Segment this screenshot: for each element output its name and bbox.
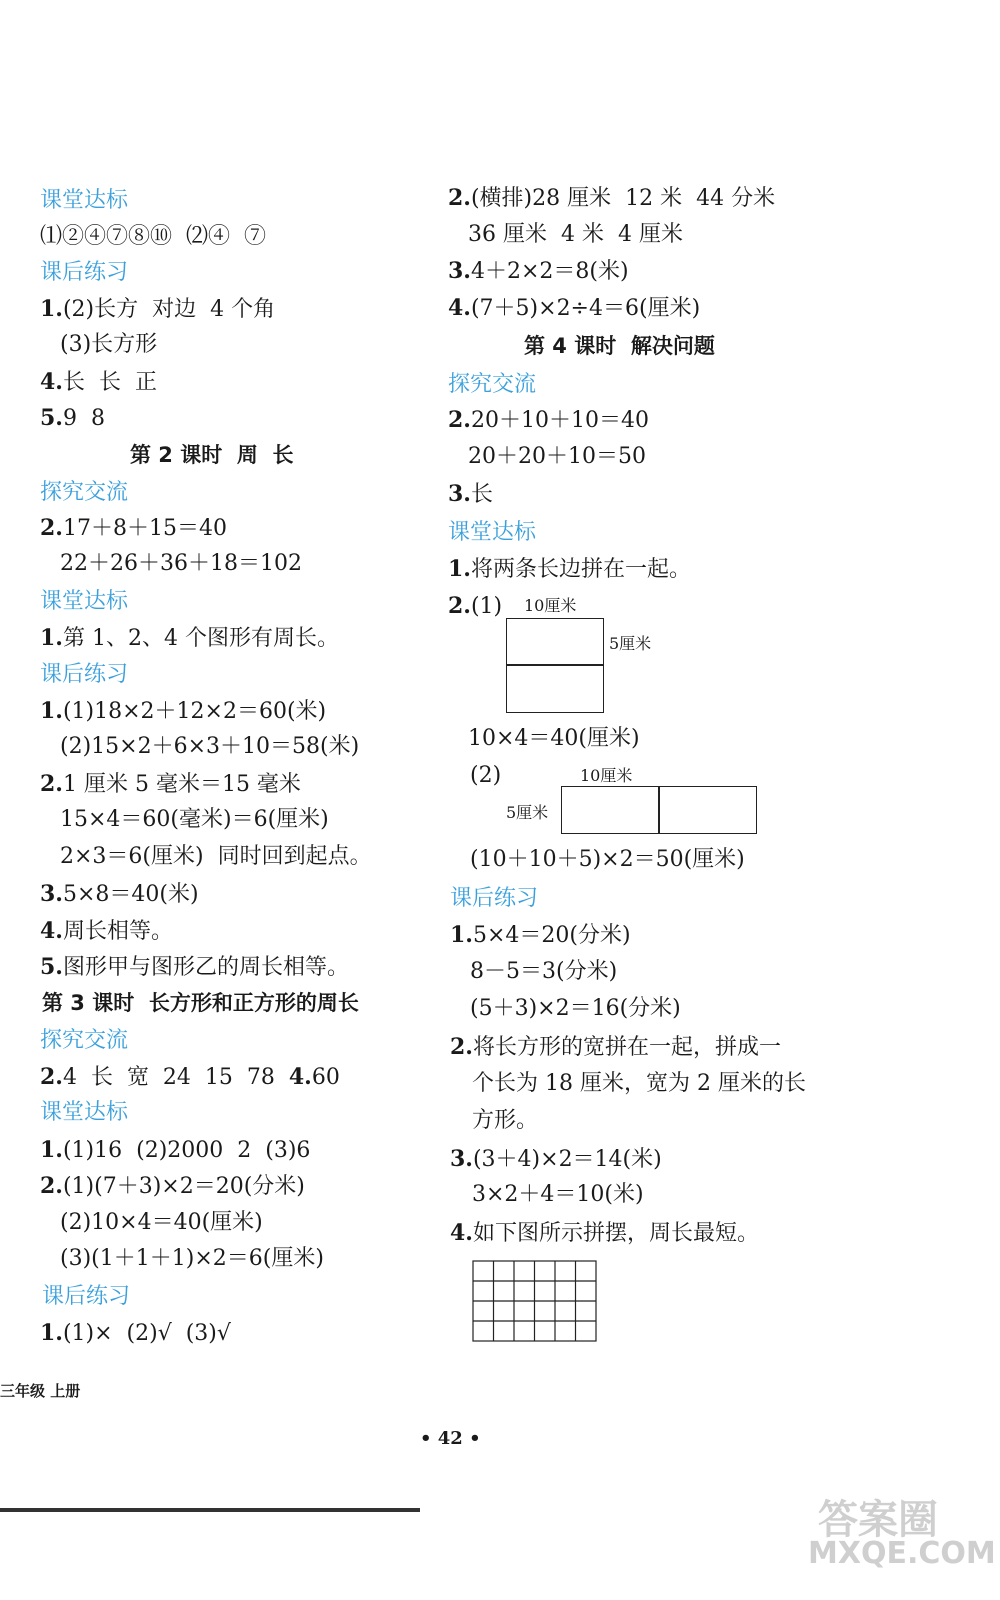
answer-line [40,769,301,800]
section-heading: 课堂达标 [448,520,537,545]
item-number: 1. [40,625,63,651]
bottom-rule [0,1508,420,1512]
answer-line: 22＋26＋36＋18＝102 [60,551,302,576]
dimension-label: 5厘米 [609,634,652,653]
answer-line [450,1032,781,1063]
answer-line [448,479,493,510]
answer-text: 长 [470,482,493,507]
answer-line [40,367,157,398]
section-heading: 课后练习 [450,886,539,911]
item-number: 3. [448,258,471,284]
rectangle-left [561,786,660,834]
answer-line [40,916,173,947]
item-number: 4. [450,1220,473,1246]
item-number: 1. [40,1320,63,1346]
answer-line: (3)(1＋1＋1)×2＝6(厘米) [60,1246,324,1271]
rectangle-bottom [506,664,604,713]
answer-text: 如下图所示拼摆，周长最短。 [472,1221,759,1246]
answer-text: (2)长方 对边 4 个角 [62,297,276,322]
answer-text: 17＋8＋15＝40 [62,516,227,541]
arrangement-grid [472,1260,598,1344]
answer-line [448,256,629,287]
answer-line [448,293,700,324]
dimension-label: 5厘米 [506,803,549,822]
item-number: 5. [40,405,63,431]
answer-line [40,294,275,325]
item-number: 2. [40,771,63,797]
answer-line: (2) [470,763,502,788]
answer-line [40,879,199,910]
answer-line: 20＋20＋10＝50 [468,444,646,469]
answer-line: 2×3＝6(厘米) 同时回到起点。 [60,844,372,869]
section-heading: 课后练习 [40,260,129,285]
answer-line [450,1144,662,1175]
answer-text: 第 1、2、4 个图形有周长。 [62,626,339,651]
answer-text: (1)× (2)√ (3)√ [62,1321,231,1346]
answer-line: ⑴②④⑦⑧⑩ ⑵④ ⑦ [40,224,266,249]
answer-text: (横排)28 厘米 12 米 44 分米 [470,186,776,211]
rectangle-right [658,786,757,834]
answer-text: 5×8＝40(米) [62,882,199,907]
section-heading: 课后练习 [42,1284,131,1309]
item-number: 2. [40,515,63,541]
item-number: 2. [448,593,471,619]
answer-line: 10×4＝40(厘米) [468,726,640,751]
item-number: 4. [40,369,63,395]
item-number: 2. [448,185,471,211]
section-heading: 课后练习 [40,662,129,687]
page-number: • 42 • [420,1428,481,1449]
item-number: 1. [40,1137,63,1163]
answer-line [450,920,631,951]
answer-line [40,952,349,983]
answer-text: 将长方形的宽拼在一起，拼成一 [472,1035,781,1060]
item-number: 1. [40,296,63,322]
item-number: 1. [40,698,63,724]
section-heading: 课堂达标 [40,1100,129,1125]
answer-text: 20＋10＋10＝40 [470,408,649,433]
answer-line [40,403,105,434]
answer-text: 5×4＝20(分米) [472,923,631,948]
answer-line: (2)10×4＝40(厘米) [60,1210,263,1235]
dimension-label: 10厘米 [524,596,577,615]
answer-line [40,1062,340,1093]
answer-line: (3)长方形 [60,332,158,357]
item-number: 5. [40,954,63,980]
item-number: 4. [288,1064,312,1090]
answer-text: (1)16 (2)2000 2 (3)6 [62,1138,311,1163]
answer-line [40,513,227,544]
answer-line [448,554,691,585]
watermark-url: MXQE.COM [808,1536,996,1571]
answer-text: 图形甲与图形乙的周长相等。 [62,955,349,980]
item-number: 3. [450,1146,473,1172]
answer-line: 36 厘米 4 米 4 厘米 [468,222,683,247]
answer-text: 周长相等。 [62,919,173,944]
item-number: 3. [448,481,471,507]
answer-text: (3＋4)×2＝14(米) [472,1147,662,1172]
answer-line [448,591,502,622]
answer-line: 3×2＋4＝10(米) [472,1182,644,1207]
item-number: 3. [40,881,63,907]
grade-label: 三年级 上册 [0,1382,81,1400]
dimension-label: 10厘米 [580,766,633,785]
answer-line [40,1171,305,1202]
section-heading: 探究交流 [448,372,537,397]
item-number: 2. [450,1034,473,1060]
answer-line: 个长为 18 厘米，宽为 2 厘米的长 [472,1071,806,1096]
answer-text: (1)18×2＋12×2＝60(米) [62,699,327,724]
item-number: 4. [40,918,63,944]
answer-text: 将两条长边拼在一起。 [470,557,691,582]
section-heading: 探究交流 [40,480,129,505]
lesson-title: 第 3 课时 长方形和正方形的周长 [42,991,359,1015]
answer-line: (5＋3)×2＝16(分米) [470,996,681,1021]
answer-line [40,1135,310,1166]
answer-line [40,623,339,654]
section-heading: 课堂达标 [40,589,129,614]
section-heading: 探究交流 [40,1028,129,1053]
answer-text: 4 长 宽 24 15 78 [62,1065,289,1090]
answer-text: 4＋2×2＝8(米) [470,259,629,284]
item-number: 2. [40,1064,63,1090]
answer-line: 8－5＝3(分米) [470,959,618,984]
answer-text: 长 长 正 [62,370,157,395]
answer-line: 方形。 [472,1108,539,1133]
answer-line [450,1218,759,1249]
answer-text: 60 [311,1065,340,1090]
item-number: 1. [450,922,473,948]
watermark-logo: 答案圈 [818,1497,938,1543]
item-number: 2. [40,1173,63,1199]
answer-text: (1)(7＋3)×2＝20(分米) [62,1174,305,1199]
lesson-title: 第 4 课时 解决问题 [524,334,715,358]
answer-line [448,405,649,436]
rectangle-top [506,618,604,666]
answer-line [40,696,326,727]
item-number: 2. [448,407,471,433]
answer-line: (2)15×2＋6×3＋10＝58(米) [60,734,360,759]
item-number: 1. [448,556,471,582]
answer-text: (1) [470,594,503,619]
answer-text: 9 8 [62,406,105,431]
lesson-title: 第 2 课时 周 长 [130,443,294,467]
item-number: 4. [448,295,471,321]
answer-line [448,183,775,214]
answer-text: 1 厘米 5 毫米＝15 毫米 [62,772,301,797]
answer-text: (7＋5)×2÷4＝6(厘米) [470,296,701,321]
answer-line: (10＋10＋5)×2＝50(厘米) [470,847,745,872]
answer-line [40,1318,231,1349]
answer-line: 15×4＝60(毫米)＝6(厘米) [60,807,329,832]
section-heading: 课堂达标 [40,188,129,213]
